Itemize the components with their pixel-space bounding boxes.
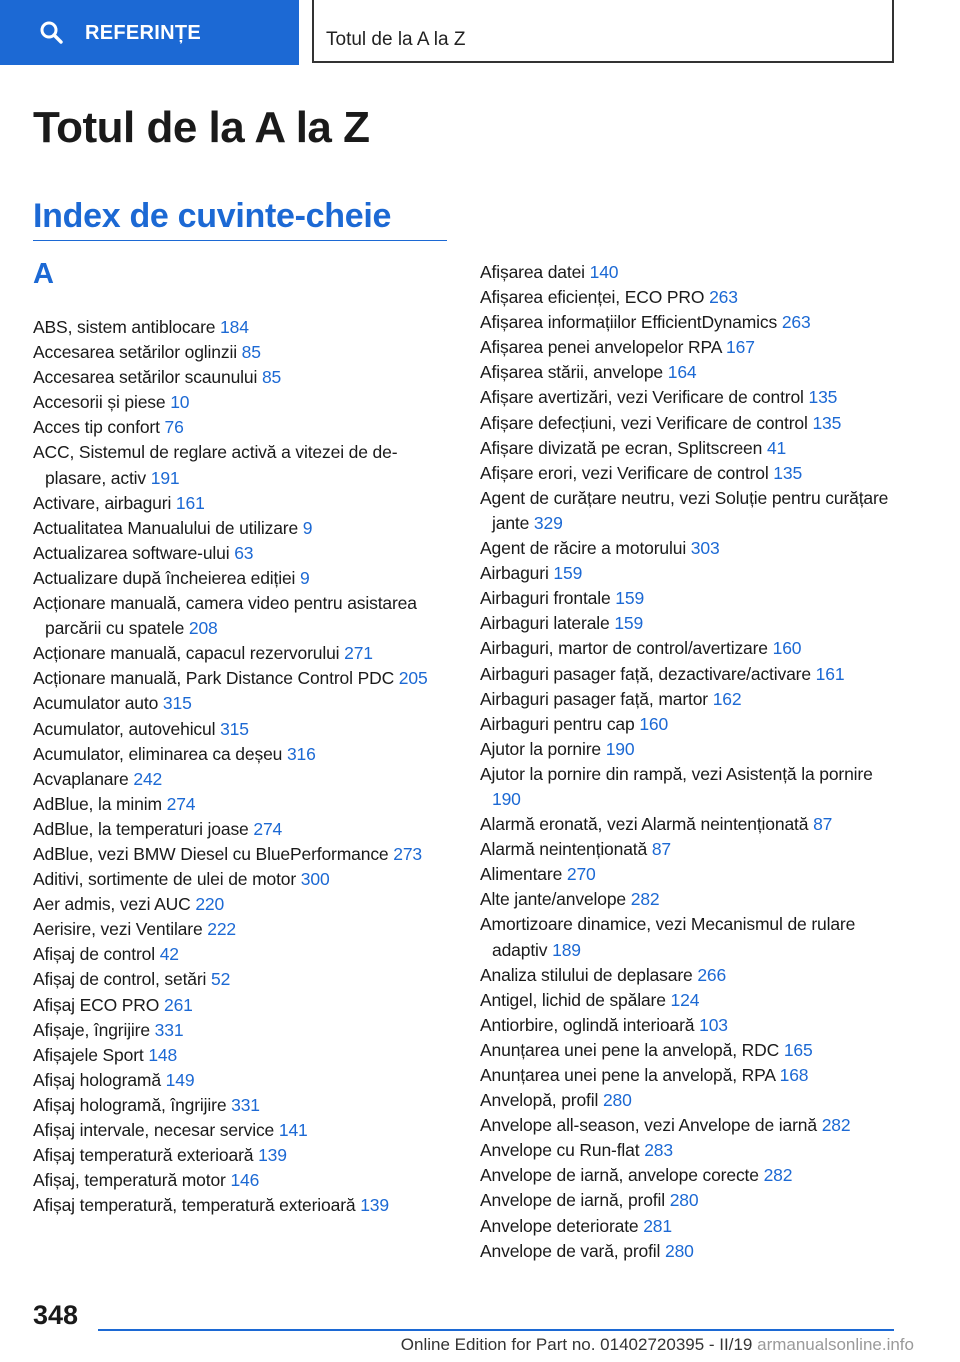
index-entry xyxy=(33,1168,445,1193)
index-entry-text: Afișarea stării, anvelope xyxy=(480,362,664,383)
index-entry-text: Actualizare după încheierea ediției xyxy=(33,567,296,588)
footer-divider xyxy=(98,1329,894,1331)
index-entry xyxy=(480,662,900,687)
page-link[interactable]: 159 xyxy=(553,563,583,584)
index-entry-text: Amortizoare dinamice, vezi Mecanismul de rulare adaptiv xyxy=(480,914,856,960)
index-entry xyxy=(480,436,900,461)
search-icon xyxy=(39,20,63,44)
page-link[interactable]: 271 xyxy=(344,643,373,664)
index-entry-text: Activare, airbaguri xyxy=(33,492,172,513)
page-link[interactable]: 270 xyxy=(566,864,596,885)
page-link[interactable]: 274 xyxy=(253,818,283,839)
index-entry xyxy=(33,390,445,415)
page-link[interactable]: 148 xyxy=(148,1044,178,1065)
index-entry-text: AdBlue, la temperaturi joase xyxy=(33,818,249,839)
index-entry xyxy=(480,461,900,486)
page-link[interactable]: 280 xyxy=(669,1190,699,1211)
page-link[interactable]: 281 xyxy=(643,1215,672,1236)
page-link[interactable]: 165 xyxy=(783,1039,813,1060)
index-entry xyxy=(33,641,445,666)
page-link[interactable]: 103 xyxy=(699,1014,728,1035)
index-entry xyxy=(480,912,900,962)
index-entry-text: Alte jante/anvelope xyxy=(480,889,627,910)
index-entry xyxy=(33,942,445,967)
page-link[interactable]: 161 xyxy=(175,492,205,513)
index-entry-text: Afișare divizată pe ecran, Splitscreen xyxy=(480,437,763,458)
index-entry xyxy=(33,1193,445,1218)
index-entry-text: Anvelope de iarnă, anvelope corecte xyxy=(480,1165,759,1186)
index-entry-text: Afișarea eficienței, ECO PRO xyxy=(480,287,705,308)
page-link[interactable]: 141 xyxy=(278,1120,308,1140)
section-divider xyxy=(33,240,447,241)
index-entry xyxy=(33,1043,445,1068)
page-link[interactable]: 316 xyxy=(286,743,316,764)
page-link[interactable]: 189 xyxy=(552,939,581,960)
page-link[interactable]: 329 xyxy=(533,512,563,533)
index-entry xyxy=(33,591,445,641)
index-entry xyxy=(33,415,445,440)
index-entry-text: Afișaj, temperatură motor xyxy=(33,1170,226,1191)
index-entry-text: Afișajele Sport xyxy=(33,1044,144,1065)
section-title: Index de cuvinte-cheie xyxy=(33,197,392,235)
index-entry xyxy=(33,967,445,992)
page-link[interactable]: 159 xyxy=(614,613,644,634)
page-link[interactable]: 160 xyxy=(639,713,669,734)
page-link[interactable]: 273 xyxy=(393,843,422,864)
page-link[interactable]: 280 xyxy=(602,1090,632,1111)
index-entry xyxy=(33,1018,445,1043)
page-link[interactable]: 162 xyxy=(712,688,742,709)
index-entry xyxy=(480,762,900,812)
index-entry xyxy=(480,712,900,737)
index-entry xyxy=(480,1088,900,1113)
page-link[interactable]: 208 xyxy=(188,618,218,639)
index-entry xyxy=(480,1063,900,1088)
index-entry-text: Afișare defecțiuni, vezi Verificare de control xyxy=(480,412,808,433)
page-link[interactable]: 190 xyxy=(605,738,635,759)
page-link[interactable]: 282 xyxy=(821,1115,851,1136)
index-entry xyxy=(33,792,445,817)
index-entry-text: Afișarea datei xyxy=(480,262,585,282)
index-entry xyxy=(480,837,900,862)
page-number: 348 xyxy=(33,1300,79,1330)
page-link[interactable]: 9 xyxy=(302,517,313,538)
page-link[interactable]: 222 xyxy=(207,919,236,940)
index-entry-text: ACC, Sistemul de reglare activă a vitezei de deplasare, activ xyxy=(33,442,398,488)
index-entry-text: Alimentare xyxy=(480,864,563,885)
index-entry-text: Agent de curățare neutru, vezi Soluție pentru curățare jante xyxy=(480,487,889,533)
index-column-right xyxy=(480,260,900,1264)
index-entry xyxy=(33,691,445,716)
page-link[interactable]: 10 xyxy=(170,392,190,413)
index-entry-text: Anvelope cu Run-flat xyxy=(480,1140,640,1161)
index-entry-text: Alarmă neintenționată xyxy=(480,839,648,860)
page-link[interactable]: 315 xyxy=(220,718,249,739)
page-link[interactable]: 300 xyxy=(300,869,330,890)
index-entry xyxy=(480,1163,900,1188)
index-entry-text: Aditivi, sortimente de ulei de motor xyxy=(33,869,297,890)
index-entry-text: Actualitatea Manualului de utilizare xyxy=(33,517,299,538)
page-link[interactable]: 160 xyxy=(772,638,802,659)
index-entry-text: Afișare erori, vezi Verificare de control xyxy=(480,462,769,483)
index-entry xyxy=(480,1113,900,1138)
page-link[interactable]: 331 xyxy=(154,1019,184,1040)
page-link[interactable]: 263 xyxy=(709,287,738,308)
index-entry-text: Afișare avertizări, vezi Verificare de control xyxy=(480,387,804,408)
page-link[interactable]: 146 xyxy=(230,1170,260,1191)
index-entry-text: Anvelope de vară, profil xyxy=(480,1240,661,1261)
page-link[interactable]: 167 xyxy=(726,337,755,358)
index-entry xyxy=(33,917,445,942)
page-link[interactable]: 9 xyxy=(300,567,310,588)
index-entry xyxy=(480,887,900,912)
index-entry-text: Afișaj hologramă xyxy=(33,1069,161,1090)
index-entry xyxy=(480,411,900,436)
index-entry xyxy=(480,1138,900,1163)
footer-edition xyxy=(401,1335,914,1355)
index-entry-text: Afișaj hologramă, îngrijire xyxy=(33,1094,227,1115)
index-entry xyxy=(480,1013,900,1038)
page-link[interactable]: 140 xyxy=(589,262,619,282)
current-section-tab-label: Totul de la A la Z xyxy=(326,29,466,50)
index-entry xyxy=(33,1093,445,1118)
index-entry xyxy=(33,315,445,340)
index-entry xyxy=(33,867,445,892)
page-link[interactable]: 139 xyxy=(258,1145,287,1166)
index-entry-text: Analiza stilului de deplasare xyxy=(480,964,693,985)
index-entry-text: Antigel, lichid de spălare xyxy=(480,989,666,1010)
index-entry-text: Afișaj de control xyxy=(33,944,155,965)
index-entry-text: Anvelope de iarnă, profil xyxy=(480,1190,665,1211)
index-entry xyxy=(480,737,900,762)
index-entry-text: Acumulator, eliminarea ca deșeu xyxy=(33,743,283,764)
current-section-tab[interactable] xyxy=(312,0,894,63)
page-link[interactable]: 283 xyxy=(644,1140,673,1161)
index-entry-text: Accesorii și piese xyxy=(33,392,166,413)
page-link[interactable]: 242 xyxy=(133,768,163,789)
index-entry xyxy=(33,340,445,365)
index-entry-text: Aer admis, vezi AUC xyxy=(33,894,191,915)
index-entry-text: Afișaj temperatură exterioară xyxy=(33,1145,254,1166)
references-tab-label: REFERINȚE xyxy=(85,22,202,44)
index-entry xyxy=(480,611,900,636)
index-entry-text: Ajutor la pornire xyxy=(480,738,601,759)
index-entry xyxy=(33,717,445,742)
page-link[interactable]: 63 xyxy=(234,542,254,563)
index-entry-text: Afișaj ECO PRO xyxy=(33,994,160,1015)
index-entry xyxy=(33,491,445,516)
index-entry-text: Acvaplanare xyxy=(33,768,129,789)
index-entry-text: Afișaj de control, setări xyxy=(33,969,207,990)
index-entry xyxy=(480,360,900,385)
page-link[interactable]: 76 xyxy=(164,417,184,438)
page-link[interactable]: 303 xyxy=(690,538,720,559)
index-entry-text: Acționare manuală, capacul rezervorului xyxy=(33,643,340,664)
page-link[interactable]: 168 xyxy=(779,1065,809,1085)
page-link[interactable]: 85 xyxy=(261,367,282,388)
index-entry xyxy=(33,892,445,917)
index-column-left xyxy=(33,315,445,1218)
page-link[interactable]: 315 xyxy=(162,693,192,714)
index-entry xyxy=(33,1143,445,1168)
page-link[interactable]: 266 xyxy=(697,964,727,985)
index-entry-text: Aerisire, vezi Ventilare xyxy=(33,919,203,940)
index-entry-text: Antiorbire, oglindă interioară xyxy=(480,1014,695,1035)
index-entry-text: Alarmă eronată, vezi Alarmă neintenționată xyxy=(480,814,809,835)
page-link[interactable]: 261 xyxy=(163,994,193,1015)
index-entry xyxy=(480,1188,900,1213)
index-entry xyxy=(480,687,900,712)
index-entry xyxy=(480,335,900,360)
index-entry xyxy=(33,767,445,792)
index-entry xyxy=(33,440,445,490)
index-entry xyxy=(480,862,900,887)
edition-text: Online Edition for Part no. 01402720395 - II/19 xyxy=(400,1335,753,1354)
index-entry xyxy=(480,636,900,661)
page-link[interactable]: 135 xyxy=(773,462,803,483)
index-entry xyxy=(33,516,445,541)
index-entry-text: AdBlue, vezi BMW Diesel cu BluePerformance xyxy=(33,843,389,864)
index-entry xyxy=(480,586,900,611)
index-entry-text: Anunțarea unei pene la anvelopă, RPA xyxy=(480,1065,775,1085)
page-link[interactable]: 85 xyxy=(241,342,261,363)
page-link[interactable]: 220 xyxy=(195,894,225,915)
index-entry-text: Afișarea penei anvelopelor RPA xyxy=(480,337,722,358)
index-entry-text: Actualizarea software-ului xyxy=(33,542,230,563)
index-entry-text: Afișarea informațiilor EfficientDynamics xyxy=(480,312,778,333)
page-link[interactable]: 124 xyxy=(670,989,700,1010)
page-link[interactable]: 274 xyxy=(166,793,196,814)
page-link[interactable]: 190 xyxy=(492,788,521,809)
index-entry-text: Airbaguri pentru cap xyxy=(480,713,635,734)
index-entry-text: ABS, sistem antiblocare xyxy=(33,317,216,337)
index-entry xyxy=(33,842,445,867)
page-link[interactable]: 87 xyxy=(651,839,671,860)
page-title: Totul de la A la Z xyxy=(33,103,370,152)
index-entry-text: Anvelope deteriorate xyxy=(480,1215,639,1236)
page-link[interactable]: 42 xyxy=(159,944,179,965)
index-entry xyxy=(480,1214,900,1239)
index-entry xyxy=(33,541,445,566)
page-link[interactable]: 205 xyxy=(398,668,428,689)
page-link[interactable]: 280 xyxy=(664,1240,694,1261)
index-entry xyxy=(33,365,445,390)
page-link[interactable]: 282 xyxy=(763,1165,793,1186)
index-entry-text: Airbaguri, martor de control/avertizare xyxy=(480,638,768,659)
references-tab[interactable] xyxy=(0,0,299,65)
index-entry-text: Afișaj intervale, necesar service xyxy=(33,1120,275,1140)
index-entry-text: Airbaguri pasager față, martor xyxy=(480,688,708,709)
index-entry xyxy=(480,260,900,285)
index-entry xyxy=(480,1239,900,1264)
page-link[interactable]: 164 xyxy=(667,362,697,383)
index-entry-text: Airbaguri frontale xyxy=(480,588,611,609)
index-entry xyxy=(480,310,900,335)
index-entry xyxy=(33,566,445,591)
index-entry xyxy=(480,988,900,1013)
index-entry-text: Airbaguri xyxy=(480,563,549,584)
index-entry xyxy=(33,742,445,767)
index-entry-text: Accesarea setărilor scaunului xyxy=(33,367,258,388)
index-entry xyxy=(33,817,445,842)
index-entry xyxy=(480,1038,900,1063)
index-entry-text: Afișaj temperatură, temperatură exterioară xyxy=(33,1195,356,1216)
index-entry xyxy=(33,1118,445,1143)
index-entry-text: Afișaje, îngrijire xyxy=(33,1019,150,1040)
index-entry-text: Anvelopă, profil xyxy=(480,1090,599,1111)
page-link[interactable]: 263 xyxy=(781,312,811,333)
index-entry-text: Agent de răcire a motorului xyxy=(480,538,687,559)
index-entry-text: Ajutor la pornire din rampă, vezi Asistență la pornire xyxy=(480,763,873,784)
index-entry xyxy=(480,385,900,410)
page-link[interactable]: 135 xyxy=(812,412,842,433)
page-link[interactable]: 159 xyxy=(615,588,645,609)
index-letter-heading: A xyxy=(33,258,54,290)
index-entry-text: Acces tip confort xyxy=(33,417,160,438)
index-entry xyxy=(480,536,900,561)
index-entry xyxy=(33,666,445,691)
index-entry-text: AdBlue, la minim xyxy=(33,793,162,814)
index-entry-text: Accesarea setărilor oglinzii xyxy=(33,342,237,363)
page-link[interactable]: 191 xyxy=(150,467,180,488)
index-entry xyxy=(480,812,900,837)
page-link[interactable]: 161 xyxy=(815,663,845,684)
index-entry-text: Acționare manuală, Park Distance Control PDC xyxy=(33,668,395,689)
watermark: armanualsonline.info xyxy=(757,1335,914,1354)
page-link[interactable]: 331 xyxy=(231,1094,260,1115)
index-entry-text: Airbaguri laterale xyxy=(480,613,610,634)
page-link[interactable]: 139 xyxy=(360,1195,389,1216)
index-entry xyxy=(480,963,900,988)
index-entry-text: Anunțarea unei pene la anvelopă, RDC xyxy=(480,1039,780,1060)
page-link[interactable]: 149 xyxy=(165,1069,195,1090)
index-entry xyxy=(33,993,445,1018)
index-entry-text: Acționare manuală, camera video pentru asistarea parcării cu spatele xyxy=(33,593,417,639)
index-entry xyxy=(480,561,900,586)
index-entry xyxy=(480,285,900,310)
page-link[interactable]: 52 xyxy=(211,969,231,990)
page-link[interactable]: 135 xyxy=(808,387,838,408)
page-link[interactable]: 87 xyxy=(813,814,833,835)
index-entry-text: Anvelope all-season, vezi Anvelope de iarnă xyxy=(480,1115,817,1136)
page-link[interactable]: 184 xyxy=(220,317,249,337)
index-entry xyxy=(480,486,900,536)
index-entry-text: Acumulator, autovehicul xyxy=(33,718,216,739)
page-link[interactable]: 282 xyxy=(630,889,660,910)
index-entry xyxy=(33,1068,445,1093)
page-link[interactable]: 41 xyxy=(766,437,787,458)
index-entry-text: Acumulator auto xyxy=(33,693,159,714)
index-entry-text: Airbaguri pasager față, dezactivare/activare xyxy=(480,663,811,684)
